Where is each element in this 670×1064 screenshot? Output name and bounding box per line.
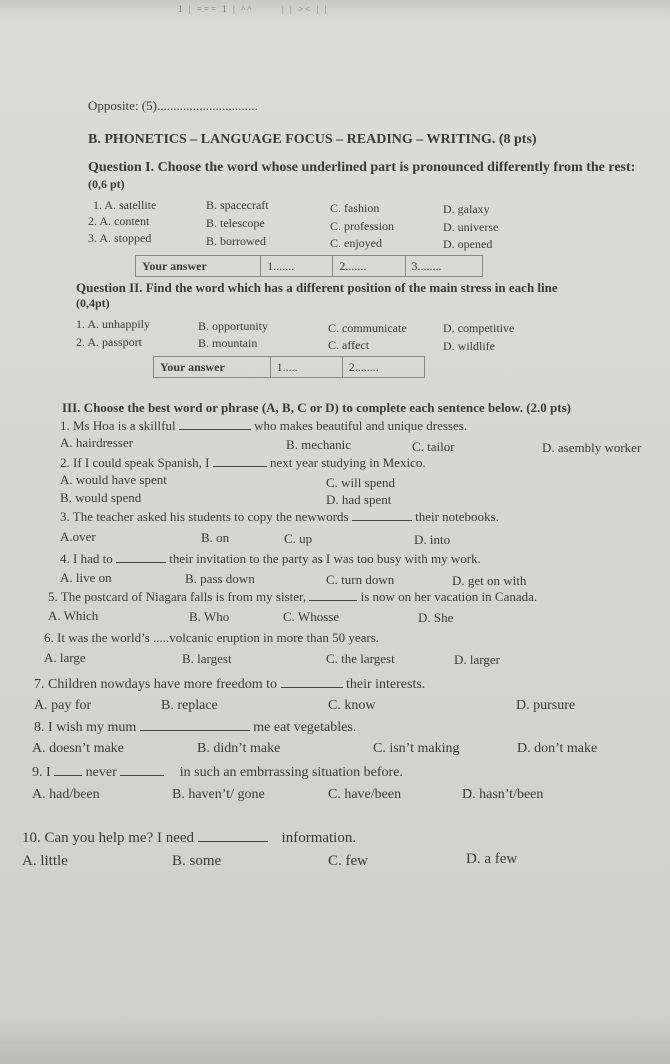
q1-instruction: Question I. Choose the word whose underlined part is pronounced differently from the rest: bbox=[88, 160, 636, 175]
q3-item-3-blank[interactable] bbox=[352, 520, 412, 521]
q3-item-5-blank[interactable] bbox=[309, 600, 357, 601]
q1-answer-table bbox=[135, 255, 483, 277]
q3-item-2-blank[interactable] bbox=[213, 466, 267, 467]
q3-item-4-option-c: C. turn down bbox=[326, 572, 395, 587]
q3-item-7-option-b: B. replace bbox=[161, 698, 218, 713]
q3-item-8-option-a: A. doesn’t make bbox=[32, 741, 124, 756]
q1-option-2a: 2. A. content bbox=[88, 214, 150, 228]
q3-item-1-stem-end: who makes beautiful and unique dresses. bbox=[254, 418, 468, 433]
q3-item-7-stem-end: their interests. bbox=[346, 677, 426, 692]
q3-item-4-stem bbox=[60, 551, 481, 567]
q3-item-8-option-b: B. didn’t make bbox=[197, 741, 281, 756]
q3-item-7-option-d: D. pursure bbox=[516, 698, 576, 713]
q3-item-7-blank[interactable] bbox=[281, 687, 343, 688]
q2-option-1a: 1. A. unhappily bbox=[76, 317, 150, 331]
q3-item-4-option-a: A. live on bbox=[60, 570, 112, 585]
q3-item-5-stem bbox=[48, 589, 537, 605]
q1-option-3a: 3. A. stopped bbox=[88, 231, 152, 245]
q3-item-8-blank[interactable] bbox=[140, 730, 250, 731]
q3-item-8-option-c: C. isn’t making bbox=[373, 741, 460, 756]
q3-item-2-stem bbox=[60, 455, 426, 471]
q1-answer-slot-1[interactable]: 1....... bbox=[261, 256, 333, 277]
q3-instruction: III. Choose the best word or phrase (A, B, C or D) to complete each sentence below. (2.0 pts) bbox=[62, 400, 571, 415]
page-bottom-shadow bbox=[0, 1014, 670, 1064]
q3-item-7-option-a: A. pay for bbox=[34, 698, 92, 713]
q3-item-5-stem-end: is now on her vacation in Canada. bbox=[360, 589, 538, 604]
q3-item-7-option-c: C. know bbox=[328, 698, 376, 713]
q1-answer-label: Your answer bbox=[136, 256, 261, 277]
q2-option-2c: C. affect bbox=[328, 338, 370, 352]
q3-item-3-stem bbox=[60, 509, 499, 525]
q3-item-1-stem-start: 1. Ms Hoa is a skillful bbox=[60, 418, 176, 433]
q3-item-1-option-b: B. mechanic bbox=[286, 437, 351, 452]
q3-item-9-option-a: A. had/been bbox=[32, 787, 100, 802]
q3-item-4-stem-end: their invitation to the party as I was too busy with my work. bbox=[169, 551, 481, 566]
q3-item-4-option-b: B. pass down bbox=[185, 571, 255, 586]
q3-item-6-option-c: C. the largest bbox=[326, 651, 395, 666]
q3-item-10-option-c: C. few bbox=[328, 853, 368, 869]
q3-item-6-stem: 6. It was the world’s .....volcanic eruption in more than 50 years. bbox=[44, 630, 380, 645]
q3-item-5-option-d: D. She bbox=[418, 610, 454, 625]
q3-item-1-option-a: A. hairdresser bbox=[60, 435, 133, 450]
q3-item-2-option-d: D. had spent bbox=[326, 492, 392, 507]
q1-option-1a: 1. A. satellite bbox=[93, 198, 157, 212]
q3-item-3-stem-end: their notebooks. bbox=[415, 509, 499, 524]
q2-option-1c: C. communicate bbox=[328, 321, 407, 335]
q3-item-8-stem-end: me eat vegetables. bbox=[253, 720, 357, 735]
q1-answer-slot-3[interactable]: 3........ bbox=[405, 256, 482, 277]
q3-item-6-option-a: A. large bbox=[44, 650, 86, 665]
opposite-line: Opposite: (5)............................... bbox=[88, 98, 258, 113]
q3-item-8-stem bbox=[34, 720, 356, 736]
page-top-edge bbox=[0, 0, 670, 20]
q2-option-2a: 2. A. passport bbox=[76, 335, 142, 349]
q3-item-8-stem-start: 8. I wish my mum bbox=[34, 720, 137, 735]
q3-item-2-stem-start: 2. If I could speak Spanish, I bbox=[60, 455, 210, 470]
q1-option-2d: D. universe bbox=[443, 220, 499, 234]
q1-option-3c: C. enjoyed bbox=[330, 236, 382, 250]
q3-item-9-blank-1[interactable] bbox=[54, 775, 82, 776]
q3-item-9-blank-2[interactable] bbox=[120, 775, 164, 776]
q3-item-3-stem-start: 3. The teacher asked his students to copy the newwords bbox=[60, 509, 349, 524]
q2-answer-slot-1[interactable]: 1..... bbox=[270, 357, 342, 378]
q1-option-3b: B. borrowed bbox=[206, 234, 266, 248]
q2-option-2b: B. mountain bbox=[198, 336, 258, 350]
q2-answer-label: Your answer bbox=[154, 357, 271, 378]
section-b-title: B. PHONETICS – LANGUAGE FOCUS – READING – WRITING. (8 pts) bbox=[88, 132, 537, 147]
q3-item-1-option-d: D. asembly worker bbox=[542, 440, 642, 455]
q3-item-10-option-b: B. some bbox=[172, 853, 222, 869]
q1-option-2c: C. profession bbox=[330, 219, 394, 233]
q2-answer-slot-2[interactable]: 2........ bbox=[342, 357, 424, 378]
q3-item-4-option-d: D. get on with bbox=[452, 573, 527, 588]
q3-item-10-blank[interactable] bbox=[198, 841, 268, 842]
q3-item-7-stem bbox=[34, 677, 425, 693]
q3-item-9-stem-end: in such an embrrassing situation before. bbox=[179, 765, 403, 780]
q1-option-1c: C. fashion bbox=[330, 201, 380, 215]
q1-option-1b: B. spacecraft bbox=[206, 198, 269, 212]
q3-item-5-option-c: C. Whosse bbox=[283, 609, 340, 624]
q3-item-9-option-b: B. haven’t/ gone bbox=[172, 787, 265, 802]
q3-item-6-option-d: D. larger bbox=[454, 652, 500, 667]
bleed-through-text: 1 | === 1 | ^^ bbox=[178, 4, 254, 14]
q1-option-1d: D. galaxy bbox=[443, 202, 490, 216]
q3-item-10-stem-end: information. bbox=[281, 830, 357, 846]
q3-item-2-option-a: A. would have spent bbox=[60, 472, 167, 487]
q3-item-3-option-c: C. up bbox=[284, 531, 313, 546]
q3-item-9-stem bbox=[32, 765, 403, 781]
q2-option-2d: D. wildlife bbox=[443, 339, 495, 353]
q3-item-4-blank[interactable] bbox=[116, 562, 166, 563]
bleed-through-text: | | >< | | bbox=[282, 4, 329, 14]
q1-option-2b: B. telescope bbox=[206, 216, 265, 230]
q3-item-1-blank[interactable] bbox=[179, 429, 251, 430]
q3-item-6-option-b: B. largest bbox=[182, 651, 232, 666]
q3-item-7-stem-start: 7. Children nowdays have more freedom to bbox=[34, 677, 277, 692]
q3-item-4-stem-start: 4. I had to bbox=[60, 551, 113, 566]
q3-item-5-option-a: A. Which bbox=[48, 608, 99, 623]
q3-item-9-stem-mid: never bbox=[85, 765, 117, 780]
q3-item-5-option-b: B. Who bbox=[189, 609, 230, 624]
q3-item-2-option-b: B. would spend bbox=[60, 490, 142, 505]
q2-option-1d: D. competitive bbox=[443, 321, 515, 335]
q3-item-3-option-d: D. into bbox=[414, 532, 451, 547]
q3-item-2-option-c: C. will spend bbox=[326, 475, 395, 490]
q2-points: (0,4pt) bbox=[76, 296, 110, 310]
q3-item-9-option-c: C. have/been bbox=[328, 787, 402, 802]
q3-item-2-stem-end: next year studying in Mexico. bbox=[269, 455, 426, 470]
q3-item-3-option-a: A.over bbox=[60, 529, 96, 544]
q3-item-9-option-d: D. hasn’t/been bbox=[462, 787, 544, 802]
q1-points: (0,6 pt) bbox=[88, 177, 125, 191]
q3-item-8-option-d: D. don’t make bbox=[517, 741, 598, 756]
q2-option-1b: B. opportunity bbox=[198, 319, 269, 333]
q2-answer-table bbox=[153, 356, 425, 378]
q3-item-5-stem-start: 5. The postcard of Niagara falls is from my sister, bbox=[48, 589, 307, 604]
q3-item-3-option-b: B. on bbox=[201, 530, 230, 545]
q2-instruction: Question II. Find the word which has a different position of the main stress in each line bbox=[76, 280, 558, 295]
q3-item-1-stem bbox=[60, 418, 467, 434]
q3-item-10-option-a: A. little bbox=[22, 853, 68, 869]
q3-item-10-stem bbox=[22, 830, 356, 847]
q3-item-10-option-d: D. a few bbox=[466, 851, 518, 867]
q3-item-1-option-c: C. tailor bbox=[412, 439, 455, 454]
q3-item-9-stem-start: 9. I bbox=[32, 765, 51, 780]
q3-item-10-stem-start: 10. Can you help me? I need bbox=[22, 830, 195, 846]
q1-answer-slot-2[interactable]: 2....... bbox=[333, 256, 405, 277]
q1-option-3d: D. opened bbox=[443, 237, 493, 251]
